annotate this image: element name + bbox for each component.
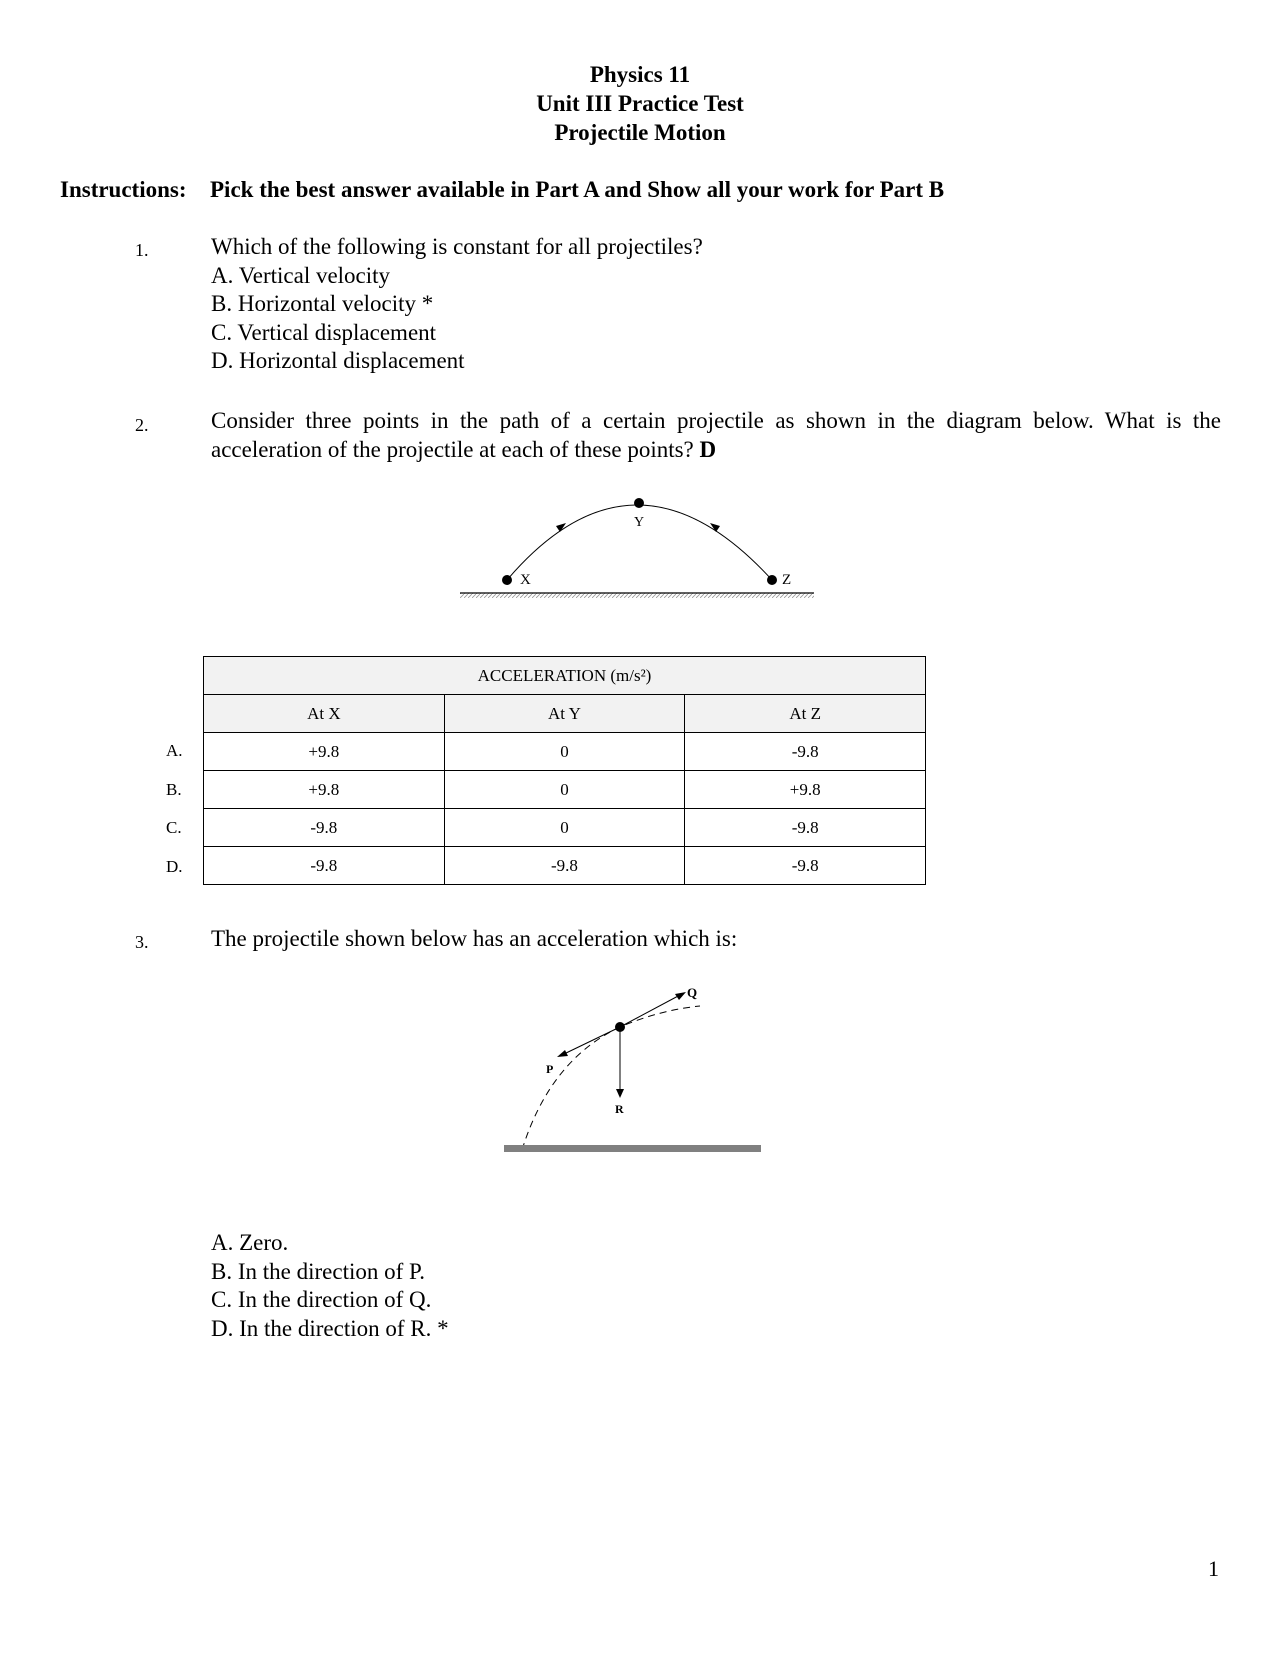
- vector-p: [564, 1027, 620, 1054]
- label-y: Y: [634, 515, 645, 530]
- q1-option-d: D. Horizontal displacement: [211, 348, 465, 373]
- projectile-vector-diagram: [500, 980, 770, 1160]
- table-cell: +9.8: [204, 771, 445, 809]
- instructions: [60, 177, 944, 203]
- q3-options: [211, 1229, 449, 1343]
- column-header: At X: [204, 695, 445, 733]
- vector-q-head: [675, 992, 686, 1000]
- page-title: [0, 60, 1280, 147]
- vector-r-head: [616, 1089, 624, 1098]
- table-cell: -9.8: [204, 847, 445, 885]
- q1-block: [211, 233, 703, 376]
- title-unit: Unit III Practice Test: [536, 91, 744, 116]
- label-x: X: [520, 572, 531, 588]
- dashed-trajectory: [522, 1006, 700, 1150]
- point-x: [502, 575, 512, 585]
- table-header-row: [204, 657, 926, 695]
- q3-option-d: D. In the direction of R. *: [211, 1315, 449, 1341]
- point-z: [767, 575, 777, 585]
- table-cell: 0: [444, 771, 685, 809]
- vector-q: [620, 995, 680, 1027]
- q1-option-b: B. Horizontal velocity *: [211, 291, 434, 316]
- table-header: ACCELERATION (m/s²): [204, 657, 926, 695]
- q1-number: 1.: [135, 240, 149, 260]
- table-cell: -9.8: [685, 733, 926, 771]
- title-course: Physics 11: [589, 62, 691, 87]
- q3-question: The projectile shown below has an acceleration which is:: [211, 926, 738, 951]
- q1-question: Which of the following is constant for all projectiles?: [211, 234, 703, 259]
- vector-p-head: [557, 1050, 568, 1057]
- q3-option-c: C. In the direction of Q.: [211, 1287, 432, 1312]
- q1-option-a: A. Vertical velocity: [211, 262, 391, 288]
- column-header: At Z: [685, 695, 926, 733]
- ground-hatch: [460, 593, 814, 598]
- title-topic: Projectile Motion: [554, 120, 726, 145]
- row-label: B.: [166, 780, 182, 799]
- row-label: A.: [166, 741, 183, 760]
- table-cell: 0: [444, 733, 685, 771]
- instructions-text: Pick the best answer available in Part A and Show all your work for Part B: [210, 177, 945, 202]
- table-row: [204, 847, 926, 885]
- table-cell: +9.8: [204, 733, 445, 771]
- q2-question: Consider three points in the path of a certain projectile as shown in the diagram below. What is the acceleration of the projectile at each of these points?: [211, 408, 1221, 462]
- q3-number: 3.: [135, 932, 149, 952]
- table-cell: +9.8: [685, 771, 926, 809]
- q3-option-b: B. In the direction of P.: [211, 1258, 425, 1284]
- table-row: [204, 733, 926, 771]
- q1-option-c: C. Vertical displacement: [211, 319, 437, 345]
- label-p: P: [546, 1062, 554, 1076]
- q2-answer: D: [699, 436, 717, 462]
- table-cell: -9.8: [685, 809, 926, 847]
- table-cell: -9.8: [685, 847, 926, 885]
- ground-bar: [504, 1145, 761, 1152]
- row-label: D.: [166, 857, 183, 876]
- q2-question-block: [211, 407, 1221, 464]
- table-cell: -9.8: [444, 847, 685, 885]
- label-z: Z: [782, 572, 792, 588]
- table-cell: 0: [444, 809, 685, 847]
- page-number: 1: [1208, 1556, 1219, 1581]
- table-row: [204, 809, 926, 847]
- column-header: At Y: [444, 695, 685, 733]
- instructions-label: Instructions:: [60, 177, 187, 202]
- q2-number: 2.: [135, 415, 149, 435]
- point-y: [634, 498, 644, 508]
- table-cell: -9.8: [204, 809, 445, 847]
- table-row: [204, 771, 926, 809]
- row-label: C.: [166, 818, 182, 837]
- table-columns-row: [204, 695, 926, 733]
- label-r: R: [615, 1102, 624, 1116]
- label-q: Q: [687, 985, 698, 1000]
- projectile-point: [615, 1022, 625, 1032]
- q3-option-a: A. Zero.: [211, 1230, 289, 1255]
- acceleration-table: [203, 656, 926, 885]
- trajectory-diagram: [460, 490, 820, 600]
